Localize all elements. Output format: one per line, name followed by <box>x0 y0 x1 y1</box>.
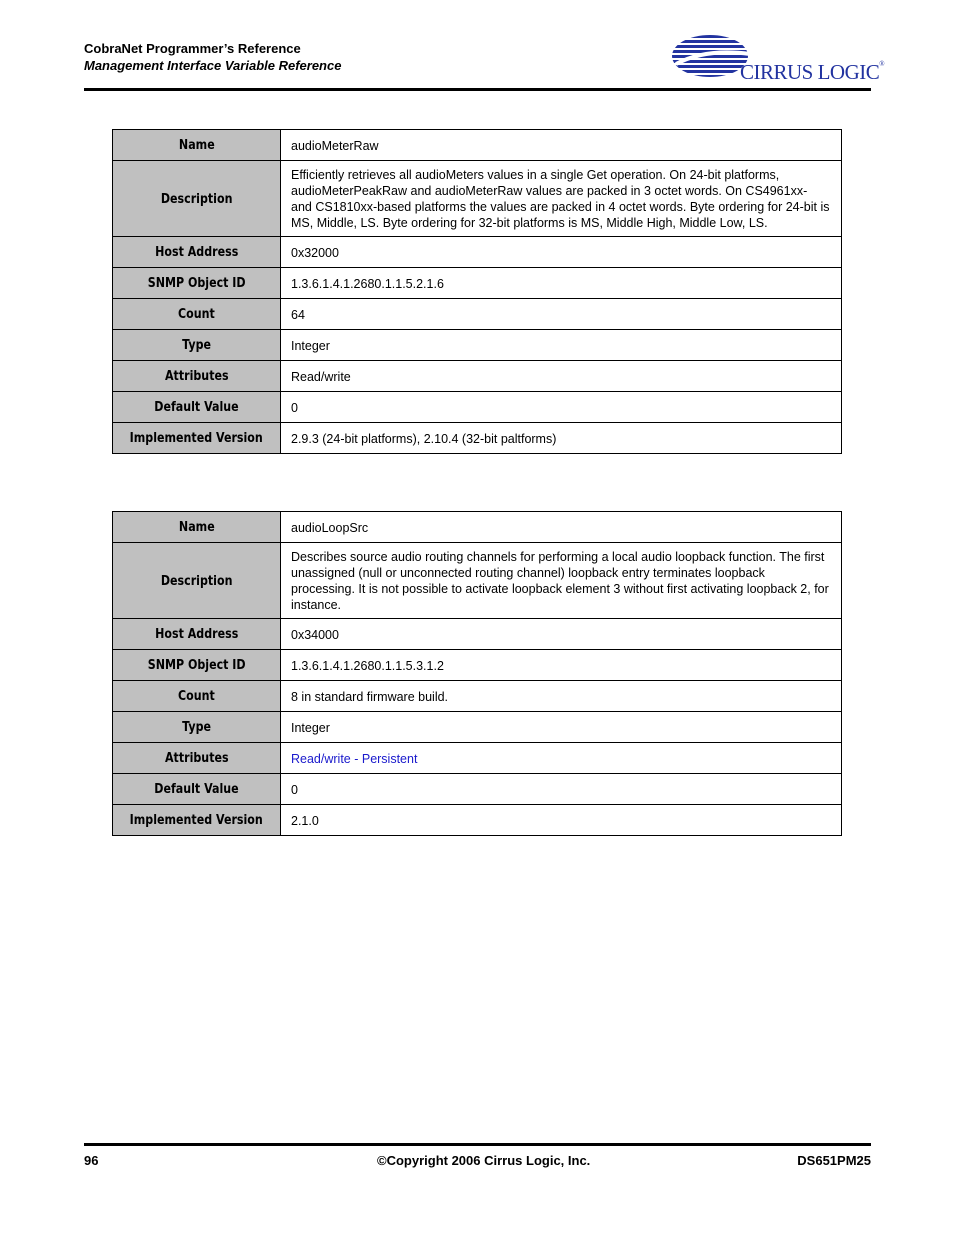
page-number: 96 <box>84 1153 99 1168</box>
row-label: Count <box>178 688 215 704</box>
row-label: Default Value <box>154 781 239 797</box>
table-row <box>113 681 842 712</box>
table-row <box>113 774 842 805</box>
row-value: 2.9.3 (24-bit platforms), 2.10.4 (32-bit paltforms) <box>281 423 842 454</box>
variable-table-audiometerraw <box>112 129 842 454</box>
row-value: Integer <box>281 330 842 361</box>
row-value: 0 <box>281 774 842 805</box>
table-row <box>113 330 842 361</box>
table-row <box>113 805 842 836</box>
document-id: DS651PM25 <box>797 1153 871 1168</box>
row-value: Read/write <box>281 361 842 392</box>
table-row <box>113 392 842 423</box>
row-label: Attributes <box>164 750 229 766</box>
table-row <box>113 161 842 237</box>
row-label: Description <box>160 572 233 589</box>
row-label: SNMP Object ID <box>147 275 246 291</box>
row-label: Count <box>178 306 215 322</box>
row-value: 0x32000 <box>281 237 842 268</box>
row-label: Name <box>178 137 215 153</box>
row-label: Type <box>182 719 211 735</box>
row-value: 1.3.6.1.4.1.2680.1.1.5.2.1.6 <box>281 268 842 299</box>
row-value: Efficiently retrieves all audioMeters values in a single Get operation. On 24-bit platforms, audioMeterPeakRaw and audioMeterRaw values are packed in 3 octet words. On CS4961xx- and CS1810xx-based platforms the values are packed in 4 octet words. Byte ordering for 24-bit is MS, Middle, LS. Byte ordering for 32-bit platforms is MS, Middle High, Middle Low, LS. <box>281 161 842 237</box>
row-label: Description <box>160 190 233 207</box>
footer-rule <box>84 1143 871 1146</box>
copyright-notice: ©Copyright 2006 Cirrus Logic, Inc. <box>377 1153 591 1168</box>
row-label: SNMP Object ID <box>147 657 246 673</box>
logo-wordmark: CIRRUS LOGIC® <box>740 60 885 84</box>
row-label: Host Address <box>154 626 239 642</box>
header-subtitle: Management Interface Variable Reference <box>84 58 342 73</box>
row-label: Default Value <box>154 399 239 415</box>
table-row <box>113 712 842 743</box>
table-row <box>113 237 842 268</box>
row-value: 64 <box>281 299 842 330</box>
row-value-link[interactable]: Read/write - Persistent <box>281 743 842 774</box>
row-label: Implemented Version <box>129 812 264 828</box>
table-row <box>113 361 842 392</box>
table-row <box>113 268 842 299</box>
table-row <box>113 130 842 161</box>
row-value: 1.3.6.1.4.1.2680.1.1.5.3.1.2 <box>281 650 842 681</box>
row-value: 8 in standard firmware build. <box>281 681 842 712</box>
row-value: audioMeterRaw <box>281 130 842 161</box>
row-value: Describes source audio routing channels for performing a local audio loopback function. The first unassigned (null or unconnected routing channel) loopback entry terminates loopback processing. It is not possible to activate loopback element 3 without first activating loopback 2, for instance. <box>281 543 842 619</box>
header-title: CobraNet Programmer’s Reference <box>84 41 301 56</box>
cirrus-logic-logo <box>666 34 885 84</box>
table-row <box>113 512 842 543</box>
row-label: Implemented Version <box>129 430 264 446</box>
table-row <box>113 423 842 454</box>
table-row <box>113 299 842 330</box>
row-value: audioLoopSrc <box>281 512 842 543</box>
row-label: Attributes <box>164 368 229 384</box>
row-label: Type <box>182 337 211 353</box>
table-row <box>113 543 842 619</box>
table-row <box>113 619 842 650</box>
row-value: 0x34000 <box>281 619 842 650</box>
variable-table-audioloopsrc <box>112 511 842 836</box>
table-row <box>113 743 842 774</box>
table-row <box>113 650 842 681</box>
header-rule <box>84 88 871 91</box>
row-value: Integer <box>281 712 842 743</box>
row-value: 2.1.0 <box>281 805 842 836</box>
row-value: 0 <box>281 392 842 423</box>
row-label: Name <box>178 519 215 535</box>
row-label: Host Address <box>154 244 239 260</box>
